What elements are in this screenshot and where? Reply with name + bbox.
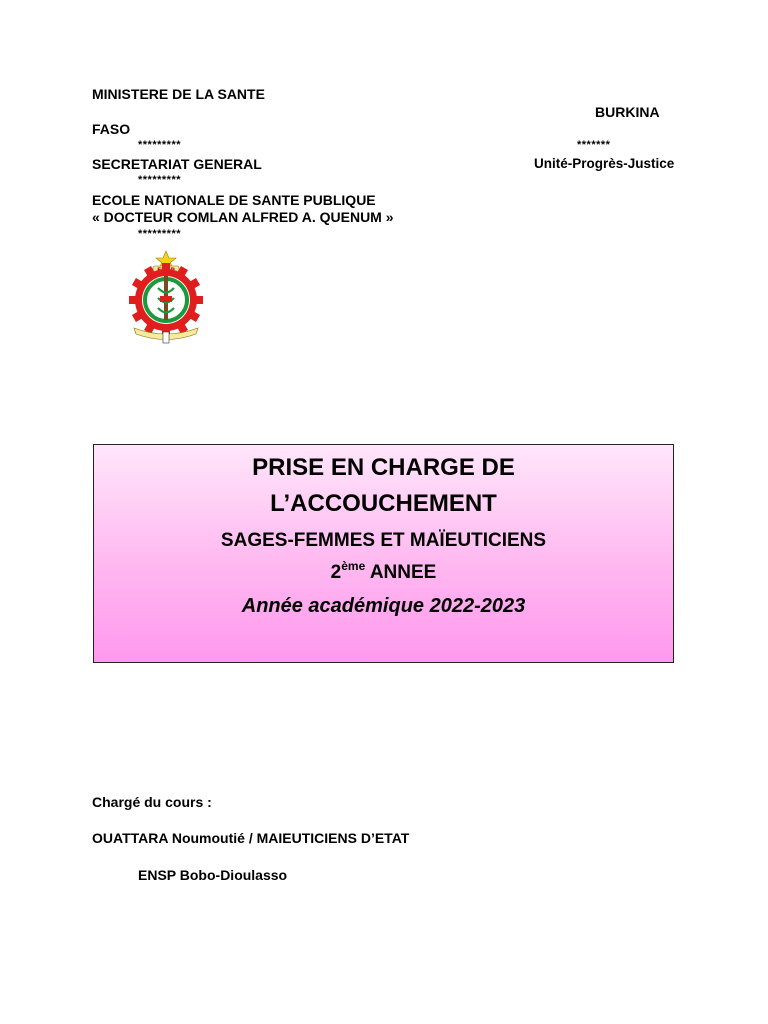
program-subtitle: SAGES-FEMMES ET MAÏEUTICIENS — [220, 530, 547, 551]
secretariat-label: SECRETARIAT GENERAL — [92, 156, 262, 172]
course-title-line-2: L’ACCOUCHEMENT — [270, 490, 497, 517]
ensp-emblem-icon — [126, 250, 206, 345]
institution-name: ENSP Bobo-Dioulasso — [138, 867, 288, 883]
national-motto: Unité-Progrès-Justice — [534, 156, 675, 171]
year-level-word: ANNEE — [369, 562, 437, 583]
year-level-suffix: ème — [341, 559, 366, 573]
course-title-line-1: PRISE EN CHARGE DE — [252, 454, 515, 481]
country-label: BURKINA — [595, 104, 660, 120]
lecturer-label: Chargé du cours : — [92, 794, 212, 810]
separator-stars: ********* — [138, 139, 182, 151]
school-name: « DOCTEUR COMLAN ALFRED A. QUENUM » — [92, 209, 394, 225]
year-level — [94, 561, 673, 585]
separator-stars: ********* — [138, 174, 182, 186]
lecturer-name: OUATTARA Noumoutié / MAIEUTICIENS D’ETAT — [92, 830, 410, 846]
country-label-continuation: FASO — [92, 121, 131, 137]
ministry-label: MINISTERE DE LA SANTE — [92, 86, 265, 102]
academic-year: Année académique 2022-2023 — [241, 595, 526, 617]
separator-stars: ******* — [577, 139, 611, 151]
course-title-box — [93, 444, 674, 663]
school-label: ECOLE NATIONALE DE SANTE PUBLIQUE — [92, 192, 376, 208]
separator-stars: ********* — [138, 228, 182, 240]
year-level-number: 2 — [330, 562, 342, 583]
